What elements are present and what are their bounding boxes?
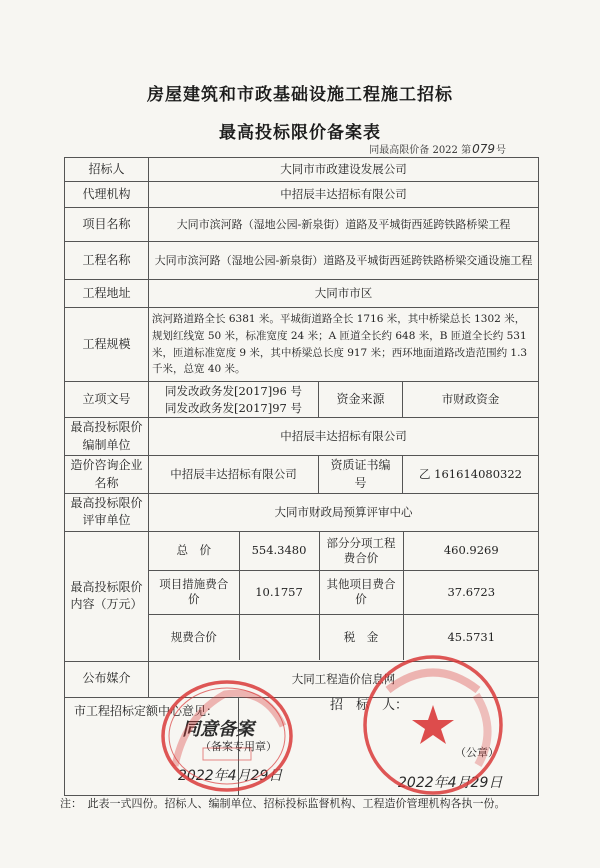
right-date: 2022年4月29日 xyxy=(398,775,503,791)
sub-value: 460.9269 xyxy=(403,532,539,570)
left-seal-caption: （备案专用章） xyxy=(200,740,277,753)
consultant-label: 造价咨询企业名称 xyxy=(65,456,149,494)
fee-label: 规费合价 xyxy=(149,614,239,660)
address-label: 工程地址 xyxy=(65,280,149,308)
address-value: 大同市市区 xyxy=(149,280,539,308)
project-name-value: 大同市滨河路（湿地公园-新泉街）道路及平城街西延跨铁路桥梁工程 xyxy=(149,208,539,242)
tenderer-label: 招标人 xyxy=(65,158,149,182)
price-row-2 xyxy=(149,570,539,614)
row-project-name xyxy=(65,208,539,242)
row-scale xyxy=(65,308,539,382)
row-reviewer xyxy=(65,493,539,531)
total-value: 554.3480 xyxy=(239,532,319,570)
reviewer-value: 大同市财政局预算评审中心 xyxy=(149,493,539,531)
scale-label: 工程规模 xyxy=(65,308,149,382)
left-seal-stamp xyxy=(155,676,305,794)
record-handwritten: 079 xyxy=(472,142,495,156)
engineering-name-value: 大同市滨河路（湿地公园-新泉街）道路及平城街西延跨铁路桥梁交通设施工程 xyxy=(149,242,539,280)
measure-value: 10.1757 xyxy=(239,570,319,614)
price-row-1 xyxy=(149,532,539,570)
approval-line1: 同发改政务发[2017]96 号 xyxy=(164,384,303,398)
reviewer-label: 最高投标限价评审单位 xyxy=(65,493,149,531)
right-seal-caption: （公章） xyxy=(455,746,499,759)
row-agency xyxy=(65,182,539,208)
scale-value: 滨河路道路全长 6381 米。平城街道路全长 1716 米，其中桥梁总长 1302 米，规划红线宽 50 米，标准宽度 24 米；A 匝道全长约 648 米，B 匝道全长约 531 米，匝道标准宽度 9 米，其中桥梁总长度 917 米；西环地面道路改造范围约 1.3 千米，总宽 40 米。 xyxy=(149,308,539,382)
record-prefix: 同最高限价备 2022 第 xyxy=(369,145,472,156)
fund-label: 资金来源 xyxy=(319,382,403,418)
price-label: 最高投标限价内容（万元） xyxy=(65,531,149,661)
total-label: 总 价 xyxy=(149,532,239,570)
title-line2: 最高投标限价备案表 xyxy=(219,123,381,143)
left-date: 2022年4月29日 xyxy=(178,768,283,784)
row-consultant xyxy=(65,456,539,494)
row-address xyxy=(65,280,539,308)
other-value: 37.6723 xyxy=(403,570,539,614)
right-seal-stamp xyxy=(358,650,508,800)
right-tenderer-label: 招 标 人： xyxy=(330,698,409,713)
tenderer-value: 大同市市政建设发展公司 xyxy=(149,158,539,182)
row-compiler xyxy=(65,418,539,456)
price-grid xyxy=(149,531,539,661)
record-number xyxy=(369,141,506,156)
media-value: 大同工程造价信息网 xyxy=(149,661,539,697)
row-approval xyxy=(65,382,539,418)
fund-value: 市财政资金 xyxy=(403,382,539,418)
fee-value xyxy=(239,614,319,660)
tax-label: 税 金 xyxy=(319,614,403,660)
agency-label: 代理机构 xyxy=(65,182,149,208)
consultant-value: 中招辰丰达招标有限公司 xyxy=(149,456,319,494)
engineering-name-label: 工程名称 xyxy=(65,242,149,280)
row-tenderer xyxy=(65,158,539,182)
approval-line2: 同发改政务发[2017]97 号 xyxy=(164,400,303,415)
cert-value: 乙 161614080322 xyxy=(403,456,539,494)
left-handwritten-approval: 同意备案 xyxy=(182,719,254,740)
approval-label: 立项文号 xyxy=(65,382,149,418)
other-label: 其他项目费合 价 xyxy=(319,570,403,614)
compiler-value: 中招辰丰达招标有限公司 xyxy=(149,418,539,456)
cert-label: 资质证书编 号 xyxy=(319,456,403,494)
tax-value: 45.5731 xyxy=(403,614,539,660)
row-engineering-name xyxy=(65,242,539,280)
record-suffix: 号 xyxy=(496,145,506,156)
approval-value xyxy=(149,382,319,418)
left-opinion-label: 市工程招标定额中心意见： xyxy=(74,704,219,718)
row-price xyxy=(65,531,539,661)
agency-value: 中招辰丰达招标有限公司 xyxy=(149,182,539,208)
sub-label: 部分分项工程费合价 xyxy=(319,532,403,570)
title-line1: 房屋建筑和市政基础设施工程施工招标 xyxy=(147,85,453,105)
footnote: 注： 此表一式四份。招标人、编制单位、招标投标监督机构、工程造价管理机构各执一份。 xyxy=(60,797,506,810)
compiler-label: 最高投标限价编制单位 xyxy=(65,418,149,456)
measure-label: 项目措施费合 价 xyxy=(149,570,239,614)
media-label: 公布媒介 xyxy=(65,661,149,697)
project-name-label: 项目名称 xyxy=(65,208,149,242)
